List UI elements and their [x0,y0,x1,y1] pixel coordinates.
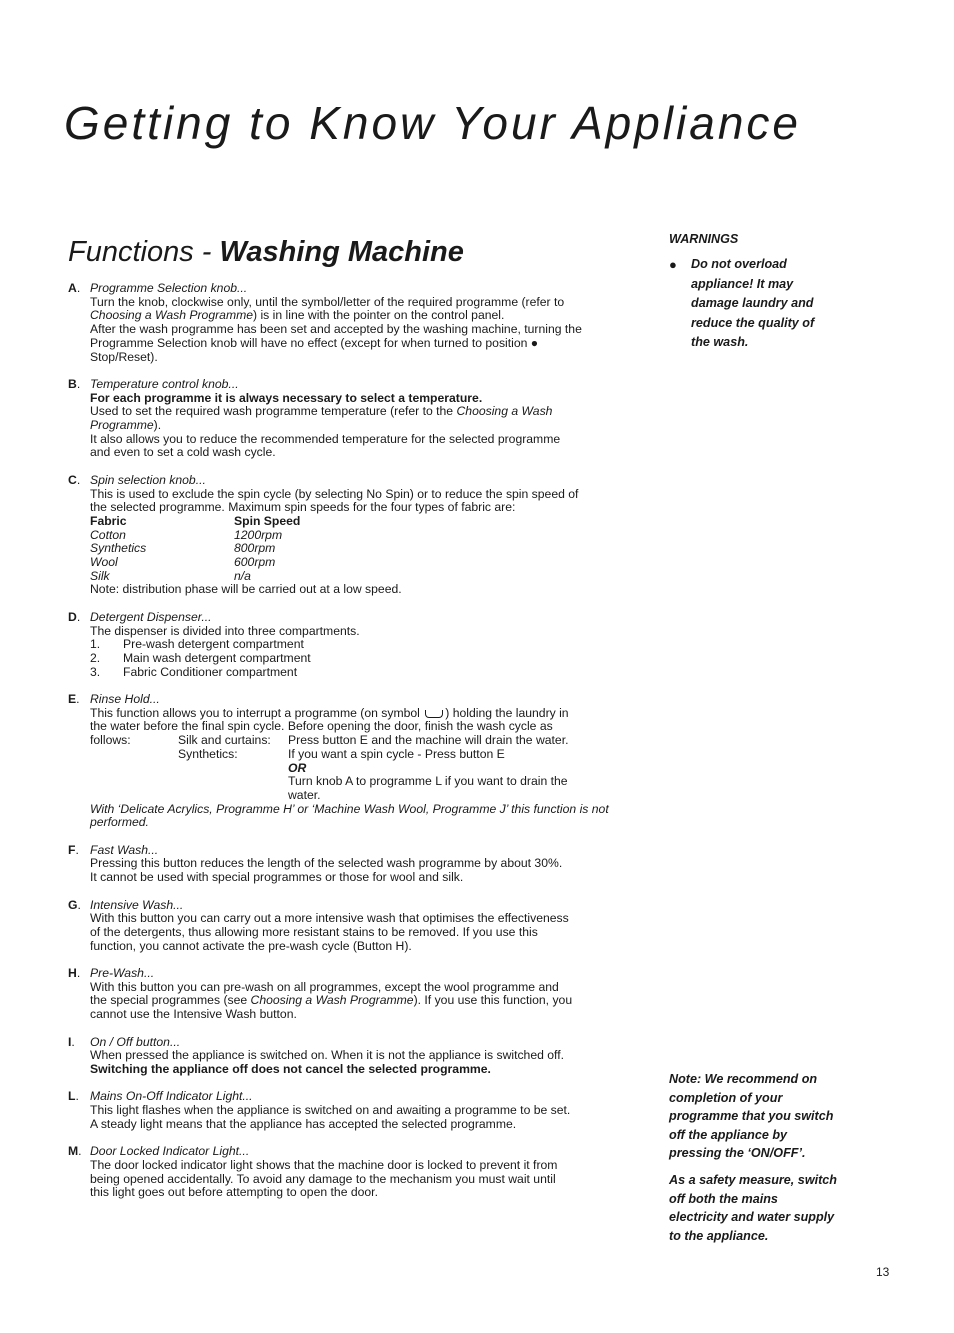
function-item-h [68,967,648,1022]
item-text: It cannot be used with special programmes or those for wool and silk. [90,870,464,885]
safety-note: As a safety measure, switch off both the mains electricity and water supply to the appliance. [669,1173,837,1243]
rinse-hold-options: follows: Silk and curtains: Press button E and the machine will drain the water. Synthetics: If you want a spin cycle - Press button E OR Turn knob A to programme L if you want to drain the water. [90,733,569,802]
list-item: 2. Main wash detergent compartment [90,650,311,665]
item-title: Temperature control knob... [90,376,239,391]
function-item-g [68,899,648,954]
function-item-l [68,1090,648,1131]
item-text: the special programmes (see Choosing a Wash Programme). If you use this function, you [90,993,573,1008]
function-item-d [68,611,648,680]
item-text: Turn the knob, clockwise only, until the symbol/letter of the required programme (refer to [90,294,565,309]
item-note: Note: distribution phase will be carried out at a low speed. [90,582,402,597]
functions-list [68,282,648,1214]
item-text: Choosing a Wash Programme) is in line with the pointer on the control panel. [90,308,505,323]
item-text: This function allows you to interrupt a programme (on symbol ) holding the laundry in [90,705,569,720]
item-text: the water before the final spin cycle. Before opening the door, finish the wash cycle as [90,719,553,734]
item-text: With this button you can carry out a more intensive wash that optimises the effectiveness [90,911,569,926]
item-letter: E. [68,692,80,707]
item-text: This light flashes when the appliance is switched on and awaiting a programme to be set. [90,1103,571,1118]
item-title: Detergent Dispenser... [90,609,212,624]
function-item-b [68,378,648,460]
function-item-i [68,1036,648,1077]
item-title: Rinse Hold... [90,692,160,707]
page-title: Getting to Know Your Appliance [64,97,801,149]
item-text: being opened accidentally. To avoid any damage to the mechanism you must wait until [90,1171,556,1186]
item-text: Used to set the required wash programme temperature (refer to the Choosing a Wash [90,404,553,419]
item-text: Programme Selection knob will have no effect (except for when turned to position ● [90,335,539,350]
item-text: this light goes out before attempting to open the door. [90,1185,378,1200]
item-letter: F. [68,842,79,857]
item-letter: H. [68,966,81,981]
item-text: The dispenser is divided into three compartments. [90,623,360,638]
function-item-a [68,282,648,364]
item-text: and even to set a cold wash cycle. [90,445,276,460]
spin-table-row: Wool 600rpm [90,555,276,570]
item-letter: L. [68,1089,79,1104]
item-text: When pressed the appliance is switched on. When it is not the appliance is switched off. [90,1048,564,1063]
item-letter: I. [68,1034,75,1049]
section-name: Washing Machine [219,236,464,268]
item-text: function, you cannot activate the pre-wash cycle (Button H). [90,938,412,953]
item-bold-text: Switching the appliance off does not cancel the selected programme. [90,1061,491,1076]
list-item: 3. Fabric Conditioner compartment [90,664,298,679]
spin-table-row: Silk n/a [90,568,251,583]
warnings-title: WARNINGS [669,232,739,246]
function-item-c [68,474,648,597]
item-title: On / Off button... [90,1034,181,1049]
item-italic-note: With ‘Delicate Acrylics, Programme H’ or ‘Machine Wash Wool, Programme J’ this function is not [90,801,609,816]
item-title: Intensive Wash... [90,897,184,912]
item-text: It also allows you to reduce the recommended temperature for the selected programme [90,431,561,446]
header-fabric: Fabric [90,513,127,528]
item-letter: C. [68,472,81,487]
item-text: of the detergents, thus allowing more resistant stains to be removed. If you use this [90,924,538,939]
item-letter: B. [68,376,81,391]
item-text: With this button you can pre-wash on all programmes, except the wool programme and [90,979,559,994]
item-text: Programme). [90,418,162,433]
item-letter: A. [68,281,81,295]
function-item-m [68,1145,648,1200]
spin-table-row: Cotton 1200rpm [90,527,283,542]
item-letter: G. [68,897,81,912]
item-text: cannot use the Intensive Wash button. [90,1007,297,1022]
spin-table-row: Synthetics 800rpm [90,541,276,556]
item-text: After the wash programme has been set and accepted by the washing machine, turning the [90,322,582,337]
page-number: 13 [876,1265,890,1279]
item-text: The door locked indicator light shows that the machine door is locked to prevent it from [90,1157,558,1172]
item-title: Programme Selection knob... [90,281,248,295]
recommendation-note: Note: We recommend on completion of your programme that you switch off the appliance by pressing the ‘ON/OFF’. [669,1072,834,1161]
item-title: Door Locked Indicator Light... [90,1144,250,1159]
item-text: Pressing this button reduces the length of the selected wash programme by about 30%. [90,856,563,871]
item-text: A steady light means that the appliance has accepted the selected programme. [90,1116,517,1131]
item-title: Mains On-Off Indicator Light... [90,1089,253,1104]
item-title: Spin selection knob... [90,472,206,487]
item-italic-note: performed. [90,815,149,830]
item-letter: D. [68,609,81,624]
section-title [68,236,464,269]
function-item-f [68,844,648,885]
section-prefix: Functions - [68,236,220,268]
warning-item: ● Do not overload appliance! It may damage laundry and reduce the quality of the wash. [669,255,849,353]
item-text: This is used to exclude the spin cycle (by selecting No Spin) or to reduce the spin speed of [90,486,579,501]
spin-table-header [90,515,648,529]
header-spin-speed: Spin Speed [234,513,301,528]
function-item-e [68,693,648,830]
item-title: Fast Wash... [90,842,159,857]
rinse-hold-symbol-icon [425,710,443,718]
list-item: 1. Pre-wash detergent compartment [90,637,304,652]
item-letter: M. [68,1144,82,1159]
item-text: Stop/Reset). [90,349,158,364]
bullet-icon: ● [669,257,677,272]
item-bold-text: For each programme it is always necessary to select a temperature. [90,390,483,405]
item-text: the selected programme. Maximum spin speeds for the four types of fabric are: [90,500,516,515]
warnings-list [669,255,849,353]
item-title: Pre-Wash... [90,966,155,981]
